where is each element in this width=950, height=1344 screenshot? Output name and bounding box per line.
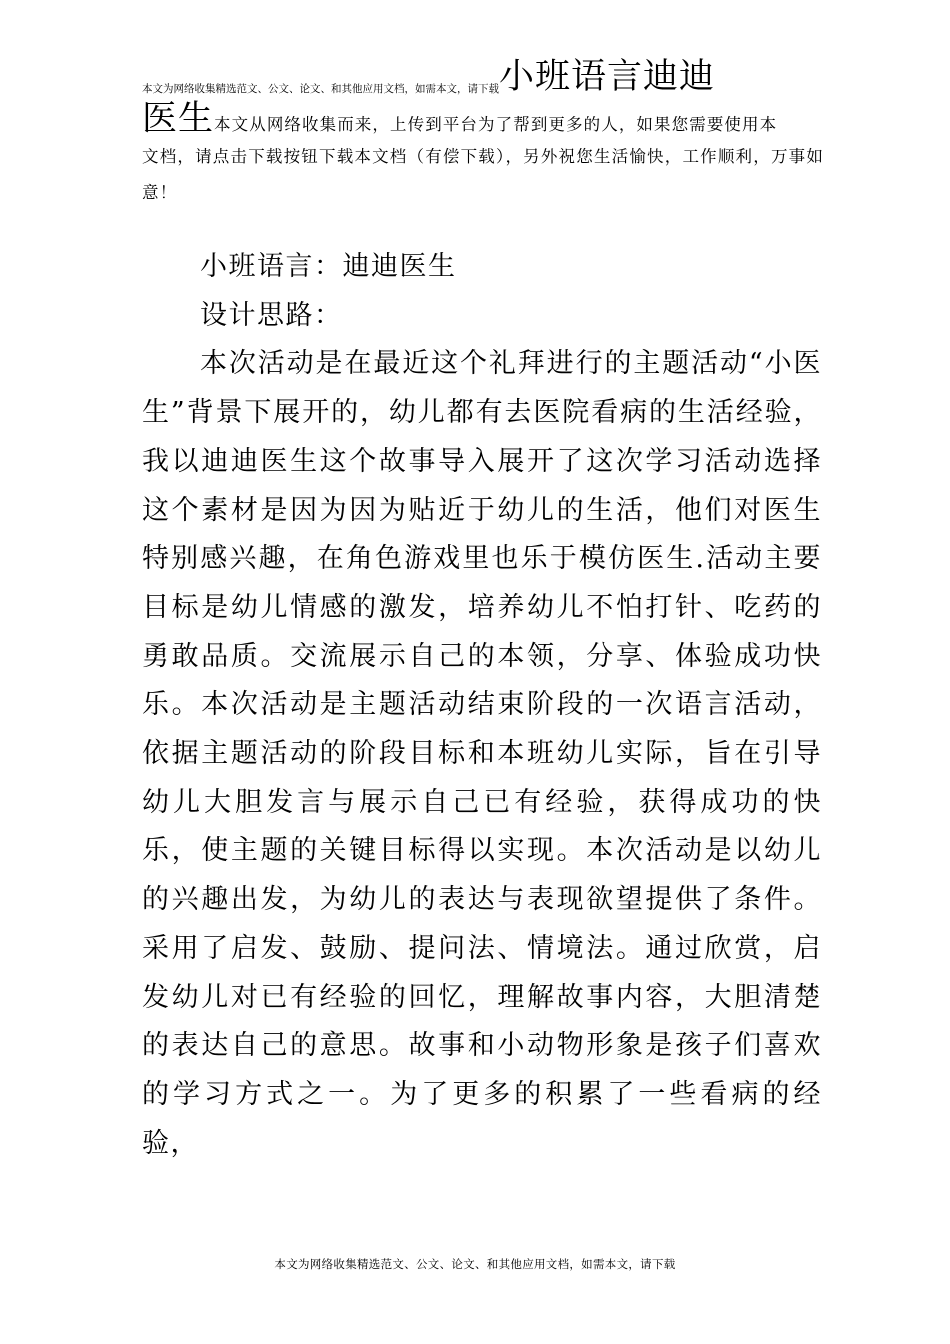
article-subheading: 设计思路： (200, 299, 343, 331)
article-heading: 小班语言：迪迪医生 (200, 251, 457, 282)
footer-notice: 本文为网络收集精选范文、公文、论文、和其他应用文档，如需本文，请下载 (274, 1257, 676, 1271)
article-paragraph: 本次活动是在最近这个礼拜进行的主题活动“小医生”背景下展开的，幼儿都有去医院看病的生活经验，我以迪迪医生这个故事导入展开了这次学习活动选择这个素材是因为因为贴近于幼儿的生活，他们对医生特别感兴趣，在角色游戏里也乐于模仿医生.活动主要目标是幼儿情感的激发，培养幼儿不怕打针、吃药的勇敢品质。交流展示自己的本领，分享、体验成功快乐。本次活动是主题活动结束阶段的一次语言活动，依据主题活动的阶段目标和本班幼儿实际，旨在引导幼儿大胆发言与展示自己已有经验，获得成功的快乐，使主题的关键目标得以实现。本次活动是以幼儿的兴趣出发，为幼儿的表达与表现欲望提供了条件。采用了启发、鼓励、提问法、情境法。通过欣赏，启发幼儿对已有经验的回忆，理解故事内容，大胆清楚的表达自己的意思。故事和小动物形象是孩子们喜欢的学习方式之一。为了更多的积累了一些看病的经验， (142, 348, 822, 1159)
header-intro-first: 本文从网络收集而来，上传到平台为了帮到更多的人，如果您需要使用本 (214, 115, 778, 134)
header-notice: 本文为网络收集精选范文、公文、论文、和其他应用文档，如需本文，请下载 (142, 83, 499, 95)
document-title-part1: 小班语言迪迪 (499, 57, 716, 97)
header-line-2 (142, 99, 827, 139)
header-intro-rest: 文档，请点击下载按钮下载本文档（有偿下载），另外祝您生活愉快，工作顺利，万事如意！ (142, 147, 825, 202)
document-body (142, 243, 822, 1168)
header-block (142, 55, 827, 211)
header-line-1 (142, 55, 827, 99)
document-title-part2: 医生 (142, 99, 215, 139)
